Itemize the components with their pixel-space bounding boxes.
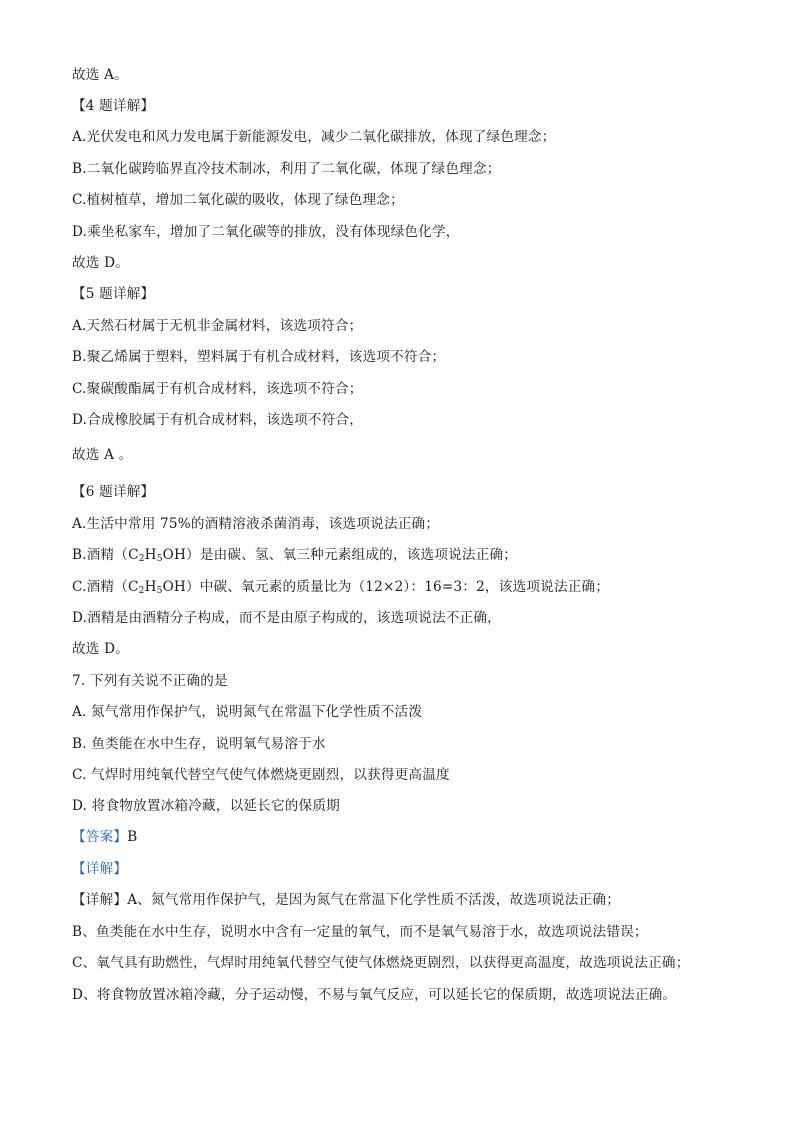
q6-option-d: D.酒精是由酒精分子构成，而不是由原子构成的，该选项说法不正确， [72, 610, 501, 626]
q6-option-c: C.酒精$(C_2H_5OH)$中碳、氧元素的质量比为（12×2）：16=3：2，该选项说法正确； [72, 579, 610, 596]
q5-option-a: A.天然石材属于无机非金属材料，该选项符合； [72, 318, 363, 334]
q7-detail-c: C、氧气具有助燃性，气焊时用纯氧代替空气使气体燃烧更剧烈，以获得更高温度，故选项说法正确； [72, 955, 690, 971]
q5-option-d: D.合成橡胶属于有机合成材料，该选项不符合， [72, 412, 364, 428]
q7-option-a: A. 氮气常用作保护气，说明氮气在常温下化学性质不活泼 [72, 704, 423, 720]
q6-header: 【6 题详解】 [72, 484, 155, 500]
q7-detail-label: 【详解】 [72, 861, 128, 877]
q7-detail-d: D、将食物放置冰箱冷藏，分子运动慢，不易与氧气反应，可以延长它的保质期，故选项说法正确。 [72, 987, 677, 1003]
q4-option-c: C.植树植草，增加二氧化碳的吸收，体现了绿色理念； [72, 192, 404, 208]
q7-option-d: D. 将食物放置冰箱冷藏，以延长它的保质期 [72, 798, 340, 814]
q5-option-c: C.聚碳酸酯属于有机合成材料，该选项不符合； [72, 381, 363, 397]
q6-option-b: B.酒精$(C_2H_5OH)$是由碳、氢、氧三种元素组成的，该选项说法正确； [72, 547, 518, 564]
q4-option-b: B.二氧化碳跨临界直冷技术制冰，利用了二氧化碳，体现了绿色理念； [72, 161, 501, 177]
q4-header: 【4 题详解】 [72, 98, 155, 114]
q7-option-c: C. 气焊时用纯氧代替空气使气体燃烧更剧烈，以获得更高温度 [72, 767, 450, 783]
q6-conclusion: 故选 D。 [72, 641, 130, 657]
q6-option-a: A.生活中常用 75%的酒精溶液杀菌消毒，该选项说法正确； [72, 516, 440, 532]
q7-option-b: B. 鱼类能在水中生存，说明氧气易溶于水 [72, 736, 326, 752]
q7-detail-a: 【详解】A、氮气常用作保护气，是因为氮气在常温下化学性质不活泼，故选项说法正确； [72, 892, 620, 908]
q7-answer [72, 828, 137, 846]
q3-conclusion: 故选 A。 [72, 67, 128, 83]
q4-option-d: D.乘坐私家车，增加了二氧化碳等的排放，没有体现绿色化学， [72, 224, 460, 240]
q7-stem: 7. 下列有关说不正确的是 [72, 673, 228, 689]
q5-header: 【5 题详解】 [72, 286, 155, 302]
q5-conclusion: 故选 A 。 [72, 447, 133, 463]
q5-option-b: B.聚乙烯属于塑料，塑料属于有机合成材料，该选项不符合； [72, 349, 446, 365]
answer-value: B [127, 829, 138, 845]
q7-detail-b: B、鱼类能在水中生存，说明水中含有一定量的氧气，而不是氧气易溶于水，故选项说法错误； [72, 924, 648, 940]
q4-conclusion: 故选 D。 [72, 255, 130, 271]
answer-label: 【答案】 [72, 829, 128, 845]
q4-option-a: A.光伏发电和风力发电属于新能源发电，减少二氧化碳排放，体现了绿色理念； [72, 129, 556, 145]
